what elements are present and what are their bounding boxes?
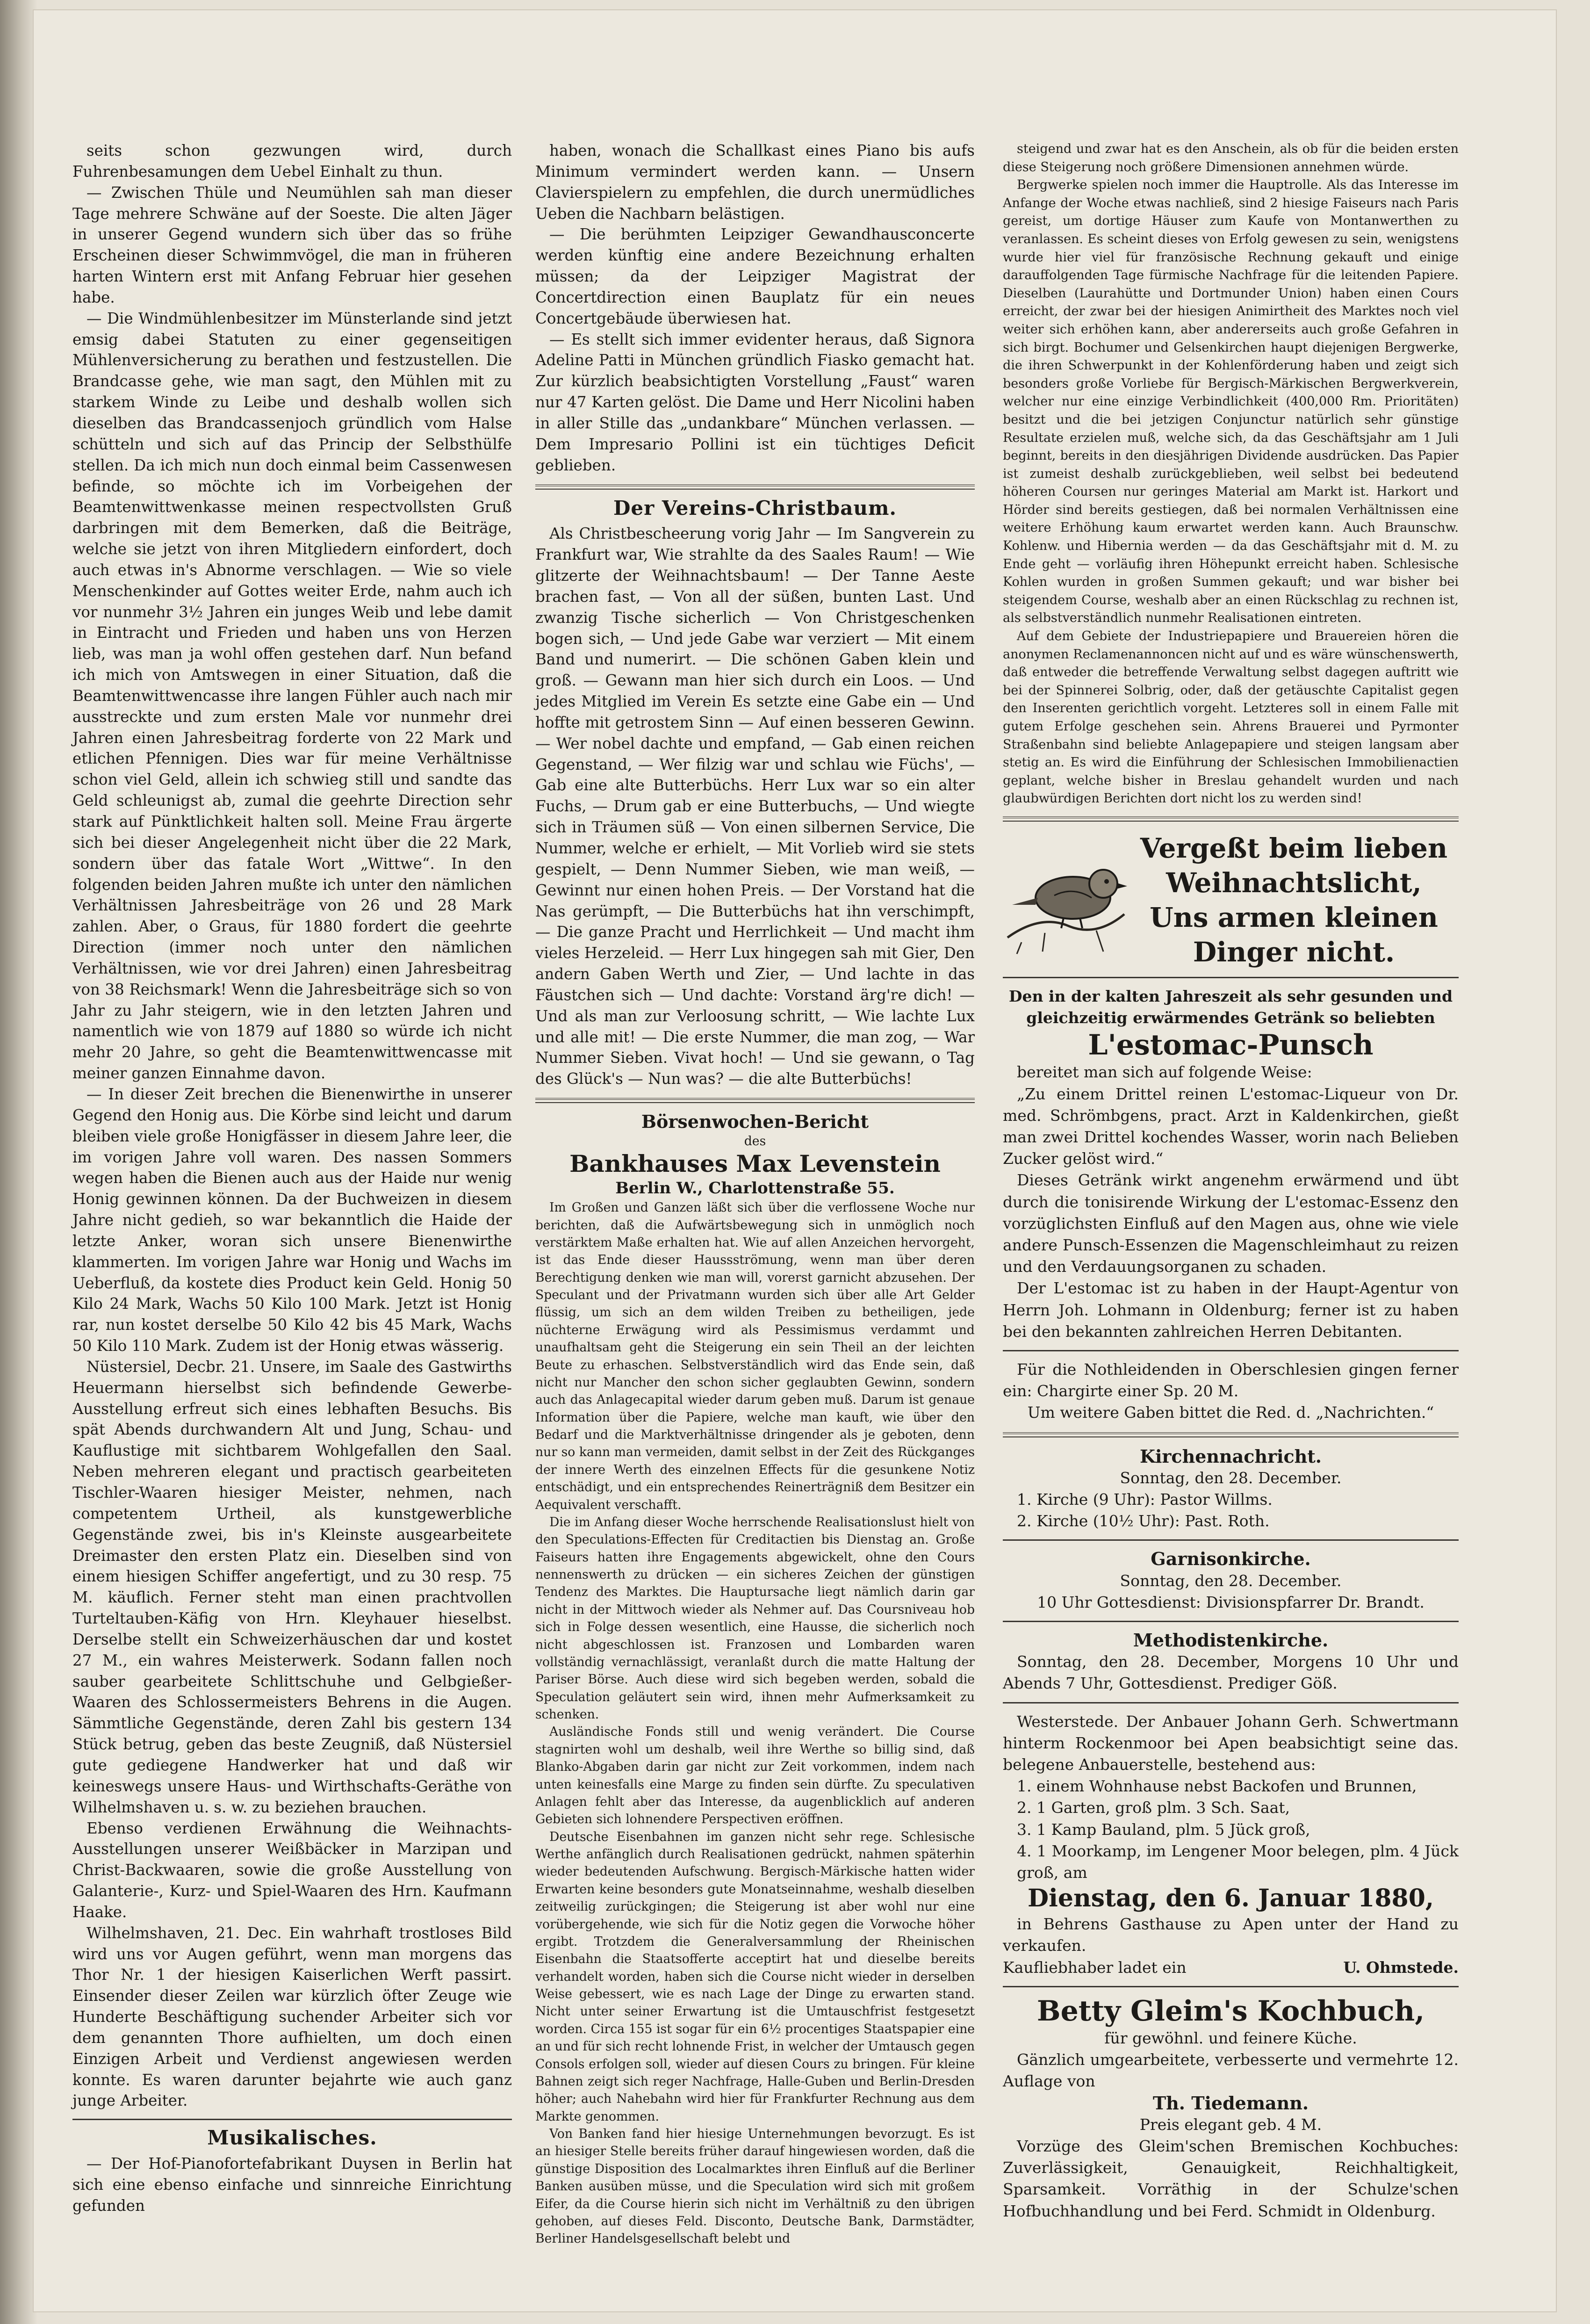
news-paragraph: — Der Hof-Pianofortefabrikant Duysen in Berlin hat sich eine ebenso einfache und sinnreiche Einrichtung gefunden [72, 2155, 512, 2215]
cookbook-title: Betty Gleim's Kochbuch, [1036, 1994, 1425, 2028]
sale-item: 4. 1 Moorkamp, im Lengener Moor belegen, plm. 4 Jück groß, am [1017, 1841, 1459, 1882]
report-paragraph: Deutsche Eisenbahnen im ganzen nicht sehr rege. Schlesische Werthe anfänglich durch Realisationen gedrückt, nahmen späterhin wieder bedeutenden Aufschwung. Bergisch-Märkische hatten wider Erwarten keine besonders gute Monatseinnahme, weshalb dieselben zeitweilig zurückgingen; die Steigerung ist aber wohl nur eine vorübergehende, wie sich für die Notiz gegen die Vorwoche höher ergibt. Trotzdem die Generalversammlung der Rheinischen Eisenbahn die Staatsofferte acceptirt hat und dieselbe bereits verhandelt worden, haben sich die Course nicht wieder in derselben Weise gebessert, wie es nach Lage der Dinge zu erwarten stand. Nicht unter seiner Erwartung ist die Umtauschfrist festgesetzt worden. Circa 155 ist sogar für ein 6½ procentiges Staatspapier eine an und für sich recht lohnende Frist, in welcher der Umtausch gegen Consols erfolgen soll, wieder auf diesen Cours zu bringen. Für kleine Bahnen zeigt sich reger Nachfrage, Halle-Guben und Berlin-Dresden höher; auch Nahebahn wird hier für Frankfurter Rechnung aus dem Markte genommen. [535, 1829, 975, 2124]
divider [535, 484, 975, 490]
divider [1003, 1350, 1459, 1351]
report-paragraph: Bergwerke spielen noch immer die Hauptrolle. Als das Interesse im Anfange der Woche etwas nachließ, sind 2 hiesige Faiseurs nach Paris gereist, um dortige Häuser zum Kaufe von Montanwerthen zu veranlassen. Es scheint dieses von Erfolg gewesen zu sein, wenigstens wurde hier viel für französische Rechnung gekauft und einige darauffolgenden Tage fürmische Nachfrage für die leitenden Papiere. Dieselben (Laurahütte und Dortmunder Union) haben einen Cours erreicht, der zwar bei der hiesigen Animirtheit des Marktes noch viel weiter sich erhöhen kann, aber andererseits auch große Gefahren in sich birgt. Bochumer und Gelsenkirchen haupt diejenigen Bergwerke, die ihren Schwerpunkt in der Kohlenförderung haben und zeigt sich besonders große Vorliebe für Bergisch-Märkischen Bergwerkverein, welcher nur eine einzige Verbindlichkeit (400,000 Rm. Prioritäten) besitzt und die bei jetzigen Conjunctur natürlich sehr günstige Resultate erzielen muß, welche sich, da das Geschäftsjahr am 1 Juli beginnt, bereits in den diesjährigen Dividende ausdrücken. Das Papier ist zumeist deshalb zurückgeblieben, weil selbst bei bedeutend höheren Coursen nur geringes Material am Markt ist. Harkort und Hörder sind bereits gestiegen, daß bei normalen Verhältnissen eine weitere Erhöhung kaum erwartet werden kann. Auch Braunschw. Kohlenw. und Hibernia werden — da das Geschäftsjahr mit d. M. zu Ende geht — vorläufig ihren Höhepunkt erreicht haben. Schlesische Kohlen wurden in großen Summen gekauft; und war bisher bei steigendem Course, weshalb aber an einen Rückschlag zu rechnen ist, als selbstverständlich nunmehr Realisationen eintreten. [1003, 178, 1459, 626]
divider [1003, 1432, 1459, 1437]
divider [1003, 977, 1459, 978]
sale-item: 2. 1 Garten, groß plm. 3 Sch. Saat, [1017, 1798, 1290, 1817]
news-paragraph: seits schon gezwungen wird, durch Fuhrenbesamungen dem Uebel Einhalt zu thun. [72, 142, 512, 180]
news-paragraph: — In dieser Zeit brechen die Bienenwirthe in unserer Gegend den Honig aus. Die Körbe sind leicht und darum bleiben viele große Honigfässer in diesem Jahre leer, die im vorigen Jahre voll waren. Des nassen Sommers wegen haben die Bienen auch aus der Haide nur wenig Honig gewinnen können. Da der Buchweizen in diesem Jahre nicht gedieh, so war bekanntlich die Haide der letzte Anker, woran sich unsere Bienenwirthe klammerten. Im vorigen Jahre war Honig und Wachs im Ueberfluß, da kostete dies Product kein Geld. Honig 50 Kilo 24 Mark, Wachs 50 Kilo 100 Mark. Jetzt ist Honig rar, nun kostet derselbe 50 Kilo 42 bis 45 Mark, Wachs 50 Kilo 110 Mark. Zudem ist der Honig etwas wässerig. [72, 1085, 512, 1355]
report-paragraph: Die im Anfang dieser Woche herrschende Realisationslust hielt von den Speculations-Effecten für Creditactien bis Dienstag an. Große Faiseurs hatten ihre Engagements abgewickelt, ohne den Cours nennenswerth zu drücken — ein sicheres Zeichen der günstigen Tendenz des Marktes. Die Hauptursache liegt nämlich darin gar nicht in der Mittwoch wieder als Nehmer auf. Das Coursniveau hob sich in Folge dessen wesentlich, eine Hausse, die sicherlich noch nicht abgeschlossen ist. Franzosen und Lombarden waren vollständig vernachlässigt, veranlaßt durch die matte Haltung der Pariser Börse. Auch diese wird sich begeben werden, sobald die Speculation geläutert sein wird, ihnen mehr Aufmerksamkeit zu schenken. [535, 1515, 975, 1722]
cookbook-author: Th. Tiedemann. [1152, 2092, 1309, 2114]
appeal-line: Uns armen kleinen [1150, 901, 1438, 933]
cookbook-price: Preis elegant geb. 4 M. [1139, 2115, 1322, 2134]
report-title: Börsenwochen-Bericht [641, 1111, 869, 1133]
punsch-intro: Den in der kalten Jahreszeit als sehr gesunden und gleichzeitig erwärmendes Getränk so beliebten [1008, 987, 1453, 1027]
church-title: Methodistenkirche. [1133, 1630, 1329, 1651]
church-text: Sonntag, den 28. December, Morgens 10 Uhr und Abends 7 Uhr, Gottesdienst. Prediger Göß. [1003, 1653, 1459, 1693]
column-2 [535, 140, 975, 2248]
church-date: Sonntag, den 28. December. [1120, 1468, 1342, 1487]
punsch-text: Der L'estomac ist zu haben in der Haupt-Agentur von Herrn Joh. Lohmann in Oldenburg; ferner ist zu haben bei den bekannten zahlreichen Herren Debitanten. [1003, 1279, 1459, 1341]
poem-text: Als Christbescheerung vorig Jahr — Im Sangverein zu Frankfurt war, Wie strahlte da des Saales Raum! — Wie glitzerte der Weihnachtsbaum! — Der Tanne Aeste brachen fast, — Von all der süßen, bunten Last. Und zwanzig Tische sicherlich — Von Christgeschenken bogen sich, — Und jede Gabe war verziert — Mit einem Band und numerirt. — Die schönen Gaben klein und groß. — Gewann man hier sich durch ein Loos. — Und jedes Mitglied im Verein Es setzte eine Gabe ein — Und hoffte mit getrostem Sinn — Auf einen besseren Gewinn. — Wer nobel dachte und empfand, — Gab einen reichen Gegenstand, — Wer filzig war und schlau wie Füchs', — Gab eine alte Butterbüchs. Herr Lux war so ein alter Fuchs, — Drum gab er eine Butterbuchs, — Und wiegte sich in Träumen süß — Von einen silbernen Service, Die Nummer, welche er erhielt, — Mit Vorlieb wird sie stets gespielt, — Denn Nummer Sieben, wie man weiß, — Gewinnt nur einen hohen Preis. — Der Vorstand hat die Nas gerümpft, — Die Butterbüchs hat ihn verschimpft, — Die ganze Pracht und Herrlichkeit — Und macht ihm vieles Herzeleid. — Herr Lux hingegen sah mit Gier, Den andern Gaben Werth und Zier, — Und lachte in das Fäustchen sich — Und dachte: Vorstand ärg're dich! — Und als man zur Verloosung schritt, — Wie lachte Lux und alle mit! — Die erste Nummer, die man zog, — War Nummer Sieben. Vivat hoch! — Und sie gewann, o Tag des Glück's — Nun was? — die alte Butterbüchs! [535, 525, 975, 1088]
news-paragraph: Ebenso verdienen Erwähnung die Weihnachts-Ausstellungen unserer Weißbäcker in Marzipan und Christ-Backwaaren, sowie die große Ausstellung von Galanterie-, Kurz- und Spiel-Waaren des Hrn. Kaufmann Haake. [72, 1819, 512, 1921]
church-item: 1. Kirche (9 Uhr): Pastor Willms. [1017, 1490, 1273, 1509]
bank-address: Berlin W., Charlottenstraße 55. [615, 1179, 895, 1198]
appeal-line: Weihnachtslicht, [1166, 866, 1422, 899]
column-3 [1003, 140, 1459, 2222]
church-title: Kirchennachricht. [1139, 1445, 1322, 1467]
donation-appeal: Um weitere Gaben bittet die Red. d. „Nachrichten.“ [1027, 1403, 1434, 1422]
report-paragraph: steigend und zwar hat es den Anschein, als ob für die beiden ersten diese Steigerung noch größere Dimensionen annehmen würde. [1003, 142, 1459, 174]
report-des: des [744, 1133, 766, 1148]
divider [1003, 1621, 1459, 1622]
church-item: 10 Uhr Gottesdienst: Divisionspfarrer Dr. Brandt. [1037, 1593, 1425, 1611]
binding-gutter [0, 0, 37, 2324]
cookbook-sub: Gänzlich umgearbeitete, verbesserte und vermehrte 12. Auflage von [1003, 2050, 1459, 2091]
sale-signer: U. Ohmstede. [1343, 1958, 1459, 1977]
section-heading: Musikalisches. [207, 2126, 377, 2150]
divider [1003, 1986, 1459, 1987]
news-paragraph: Wilhelmshaven, 21. Dec. Ein wahrhaft trostloses Bild wird uns vor Augen geführt, wenn man morgens das Thor Nr. 1 der hiesigen Kaiserlichen Werft passirt. Einsender dieser Zeilen war kürzlich öfter Zeuge wie Hunderte Beschäftigung suchender Arbeiter sich vor dem genannten Thore aufhielten, um doch einen Einzigen Arbeit und Verdienst angewiesen werden konnte. Es waren darunter bejahrte wie auch ganz junge Arbeiter. [72, 1924, 512, 2110]
sale-item: 1. einem Wohnhause nebst Backofen und Brunnen, [1017, 1777, 1417, 1796]
punsch-text: bereitet man sich auf folgende Weise: [1017, 1063, 1312, 1082]
news-paragraph: — Die berühmten Leipziger Gewandhausconcerte werden künftig eine andere Bezeichnung erhalten müssen; da der Leipziger Magistrat der Concertdirection einen Bauplatz für ein neues Concertgebäude überwiesen hat. [535, 225, 975, 327]
news-paragraph: Nüstersiel, Decbr. 21. Unsere, im Saale des Gastwirths Heuermann hierselbst sich befindende Gewerbe-Ausstellung erfreut sich eines lebhaften Besuchs. Bis spät Abends durchwandern Alt und Jung, Schau- und Kauflustige mit sichtbarem Wohlgefallen den Saal. Neben mehreren elegant und practisch gearbeiteten Tischler-Waaren hiesiger Meister, nehmen, nach competentem Urtheil, als kunstgewerbliche Gegenstände zwei, bis in's Kleinste ausgearbeitete Dreimaster den ersten Platz ein. Dieselben sind von einem hiesigen Schiffer angefertigt, und zu 30 resp. 75 M. käuflich. Ferner steht man einen prachtvollen Turteltauben-Käfig von Hrn. Kleyhauer hieselbst. Derselbe stellt ein Schweizerhäuschen dar und kostet 27 M., ein wahres Meisterwerk. Sodann fallen noch sauber gearbeitete Schlittschuhe und Gelbgießer-Waaren des Schlossermeisters Behrens in die Augen. Sämmtliche Gegenstände, deren Zahl bis gestern 134 Stück betrug, geben das beste Zeugniß, daß Nüstersiel gute gediegene Handwerker hat und daß wir keineswegs unsere Haus- und Wirthschafts-Geräthe von Wilhelmshaven u. s. w. zu beziehen brauchen. [72, 1357, 512, 1816]
sale-notice: Westerstede. Der Anbauer Johann Gerh. Schwertmann hinterm Rockenmoor bei Apen beabsichtigt seine das. belegene Anbauerstelle, bestehend aus: [1003, 1712, 1459, 1774]
appeal-line: Dinger nicht. [1193, 936, 1395, 968]
divider [1003, 816, 1459, 822]
church-date: Sonntag, den 28. December. [1120, 1571, 1342, 1590]
news-paragraph: — Zwischen Thüle und Neumühlen sah man dieser Tage mehrere Schwäne auf der Soeste. Die alten Jäger in unserer Gegend wundern sich über das so frühe Erscheinen dieser Schwimmvögel, die man in früheren harten Wintern erst mit Anfang Februar hier gesehen habe. [72, 183, 512, 306]
church-item: 2. Kirche (10½ Uhr): Past. Roth. [1017, 1512, 1270, 1530]
punsch-text: Dieses Getränk wirkt angenehm erwärmend und übt durch die tonisirende Wirkung der L'estomac-Essenz den vorzüglichsten Einfluß auf den Magen aus, ohne wie viele andere Punsch-Essenzen die Magenschleimhaut zu reizen und den Verdauungsorganen zu schaden. [1003, 1171, 1459, 1276]
divider [1003, 1539, 1459, 1541]
bird-illustration-icon [1003, 844, 1129, 956]
news-paragraph: haben, wonach die Schallkast eines Piano bis aufs Minimum vermindert werden kann. — Unsern Clavierspielern zu empfehlen, die durch unermüdliches Ueben die Nachbarn belästigen. [535, 142, 975, 223]
news-paragraph: — Die Windmühlenbesitzer im Münsterlande sind jetzt emsig dabei Statuten zu einer gegenseitigen Mühlenversicherung zu berathen und festzustellen. Die Brandcasse gehe, wie man sagt, den Mühlen mit zu starkem Winde zu Leibe und deshalb wollen sich dieselben das Brandcassenjoch gründlich vom Halse schütteln und sich auf das Princip der Selbsthülfe stellen. Da ich mich nun doch einmal beim Cassenwesen befinde, so möchte ich im Vorbeigehen der Beamtenwittwenkasse meinen respectvollsten Gruß darbringen mit dem Bemerken, daß die Beiträge, welche sie jetzt von ihren Mitgliedern einfordert, doch auch etwas in's Abnorme verschlagen. — Wie so viele Menschenkinder auf Gottes weiter Erde, nahm auch ich vor nunmehr 3½ Jahren ein junges Weib und lebe damit in Eintracht und Frieden und haben uns von Herzen lieb, was man ja wohl offen gestehen darf. Nun befand ich mich von Amtswegen in einer Situation, daß die Beamtenwittwencasse ihre langen Fühler auch nach mir ausstreckte und zum ersten Male vor nunmehr drei Jahren einen Jahresbeitrag forderte von 22 Mark und etlichen Pfennigen. Dies war für meine Verhältnisse schon viel Geld, allein ich schwieg still und sandte das Geld schleunigst ab, zumal die geehrte Direction sehr stark auf Pünktlichkeit halten soll. Meine Frau ärgerte sich bei dieser Angelegenheit nicht über die 22 Mark, sondern über das fatale Wort „Wittwe“. In den folgenden beiden Jahren mußte ich unter den nämlichen Verhältnissen Jahresbeiträge von 26 und 28 Mark zahlen. Aber, o Graus, für 1880 fordert die geehrte Direction (immer noch unter den nämlichen Verhältnissen, wie vor drei Jahren) einen Jahresbeitrag von 38 Reichsmark! Wenn die Jahresbeiträge sich so von Jahr zu Jahr steigern, wie in den letzten Jahren und namentlich wie von 1879 auf 1880 so würde ich nicht mehr 20 Jahre, so geht die Beamtenwittwencasse mit meiner ganzen Einnahme davon. [72, 309, 512, 1083]
sale-signoff: Kaufliebhaber ladet ein [1003, 1958, 1187, 1977]
divider [1003, 1702, 1459, 1703]
sale-date: Dienstag, den 6. Januar 1880, [1028, 1884, 1434, 1913]
report-paragraph: Von Banken fand hier hiesige Unternehmungen bevorzugt. Es ist an hiesiger Stelle bereits früher darauf hingewiesen worden, daß die günstige Disposition des Localmarktes ihren Einfluß auf die Berliner Banken ausüben müsse, und die Speculation wird sich mit großem Eifer, da die Course hierin sich nicht im Verhältniß zu den übrigen gehoben, auf dieses Feld. Disconto, Deutsche Bank, Darmstädter, Berliner Handelsgesellschaft belebt und [535, 2127, 975, 2246]
report-paragraph: Ausländische Fonds still und wenig verändert. Die Course stagnirten wohl um deshalb, weil ihre Werthe so billig sind, daß Blanko-Abgaben darin gar nicht zur Zeit vorkommen, indem nach unten keinesfalls eine Marge zu finden sein dürfte. Zu speculativen Anlagen fehlt aber das Interesse, da augenblicklich auf anderen Gebieten sich lohnendere Perspectiven eröffnen. [535, 1725, 975, 1827]
donation-text: Für die Nothleidenden in Oberschlesien gingen ferner ein: Chargirte einer Sp. 20 M. [1003, 1360, 1459, 1400]
cookbook-text: Vorzüge des Gleim'schen Bremischen Kochbuches: Zuverlässigkeit, Genauigkeit, Reichhaltigkeit, Sparsamkeit. Vorräthig in der Schulze'schen Hofbuchhandlung und bei Ferd. Schmidt in Oldenburg. [1003, 2136, 1459, 2220]
punsch-title: L'estomac-Punsch [1088, 1029, 1374, 1062]
cookbook-sub: für gewöhnl. und feinere Küche. [1104, 2028, 1357, 2047]
weihnacht-appeal [1003, 831, 1459, 969]
report-paragraph: Auf dem Gebiete der Industriepapiere und Brauereien hören die anonymen Reclamenannoncen nicht auf und es wäre wünschenswerth, daß entweder die betreffende Verwaltung selbst dagegen auftritt wie bei der Spinnerei Solbrig, oder, daß der getäuschte Capitalist gegen den Inserenten gerichtlich vorgeht. Letzteres soll in einem Falle mit gutem Erfolge geschehen sein. Ahrens Brauerei und Pyrmonter Straßenbahn sind beliebte Anlagepapiere und steigen langsam aber stetig an. Es wird die Einführung der Schlesischen Immobilienactien geplant, welche bisher in Breslau gehandelt wurden und nach glaubwürdigen Berichten dort nicht los zu werden sind! [1003, 629, 1459, 806]
bank-name: Bankhauses Max Levenstein [569, 1150, 941, 1178]
column-1 [72, 140, 512, 2216]
sale-item: 3. 1 Kamp Bauland, plm. 5 Jück groß, [1017, 1820, 1310, 1839]
punsch-text: „Zu einem Drittel reinen L'estomac-Liqueur von Dr. med. Schrömbgens, pract. Arzt in Kaldenkirchen, gießt man zwei Drittel kochendes Wasser, worin nach Belieben Zucker gelöst wird.“ [1003, 1084, 1459, 1168]
appeal-line: Vergeßt beim lieben [1140, 832, 1448, 864]
report-paragraph: Im Großen und Ganzen läßt sich über die verflossene Woche nur berichten, daß die Aufwärtsbewegung sich in unmöglich noch verstärktem Maße erhalten hat. Wie auf allen Anzeichen hervorgeht, ist das Ende dieser Haussströmung, wenn man über deren Berechtigung denken wie man will, vorerst garnicht abzusehen. Der Speculant und der Privatmann wurden sich über alle Art Gelder flüssig, um sich an dem wilden Treiben zu betheiligen, jede nüchterne Erwägung wird als Pessimismus verdammt und unaufhaltsam geht die Steigerung ein sein Theil an der leichten Beute zu erhaschen. Selbstverständlich wird das Ende sein, daß nicht nur Mancher den schon sicher geglaubten Gewinn, sondern auch das Anlagecapital wieder darum geben muß. Darum ist genaue Information über die Papiere, welche man kauft, wie über den Bedarf und die Marktverhältnisse dringender als je geboten, denn nur so kann man vermeiden, damit selbst in der Zeit des Rückganges der innere Werth des einzelnen Effects für die gesunkene Notiz entschädigt, und ein entsprechendes Reinerträgniß dem Besitzer ein Aequivalent verschafft. [535, 1200, 975, 1512]
church-title: Garnisonkirche. [1151, 1548, 1311, 1570]
divider [72, 2119, 512, 2120]
news-paragraph: — Es stellt sich immer evidenter heraus, daß Signora Adeline Patti in München gründlich Fiasko gemacht hat. Zur kürzlich beabsichtigten Vorstellung „Faust“ waren nur 47 Karten gelöst. Die Dame und Herr Nicolini haben in aller Stille das „undankbare“ München verlassen. — Dem Impresario Pollini ist ein tüchtiges Deficit geblieben. [535, 330, 975, 474]
sale-notice: in Behrens Gasthause zu Apen unter der Hand zu verkaufen. [1003, 1915, 1459, 1955]
section-heading: Der Vereins-Christbaum. [613, 496, 897, 520]
divider [535, 1098, 975, 1103]
